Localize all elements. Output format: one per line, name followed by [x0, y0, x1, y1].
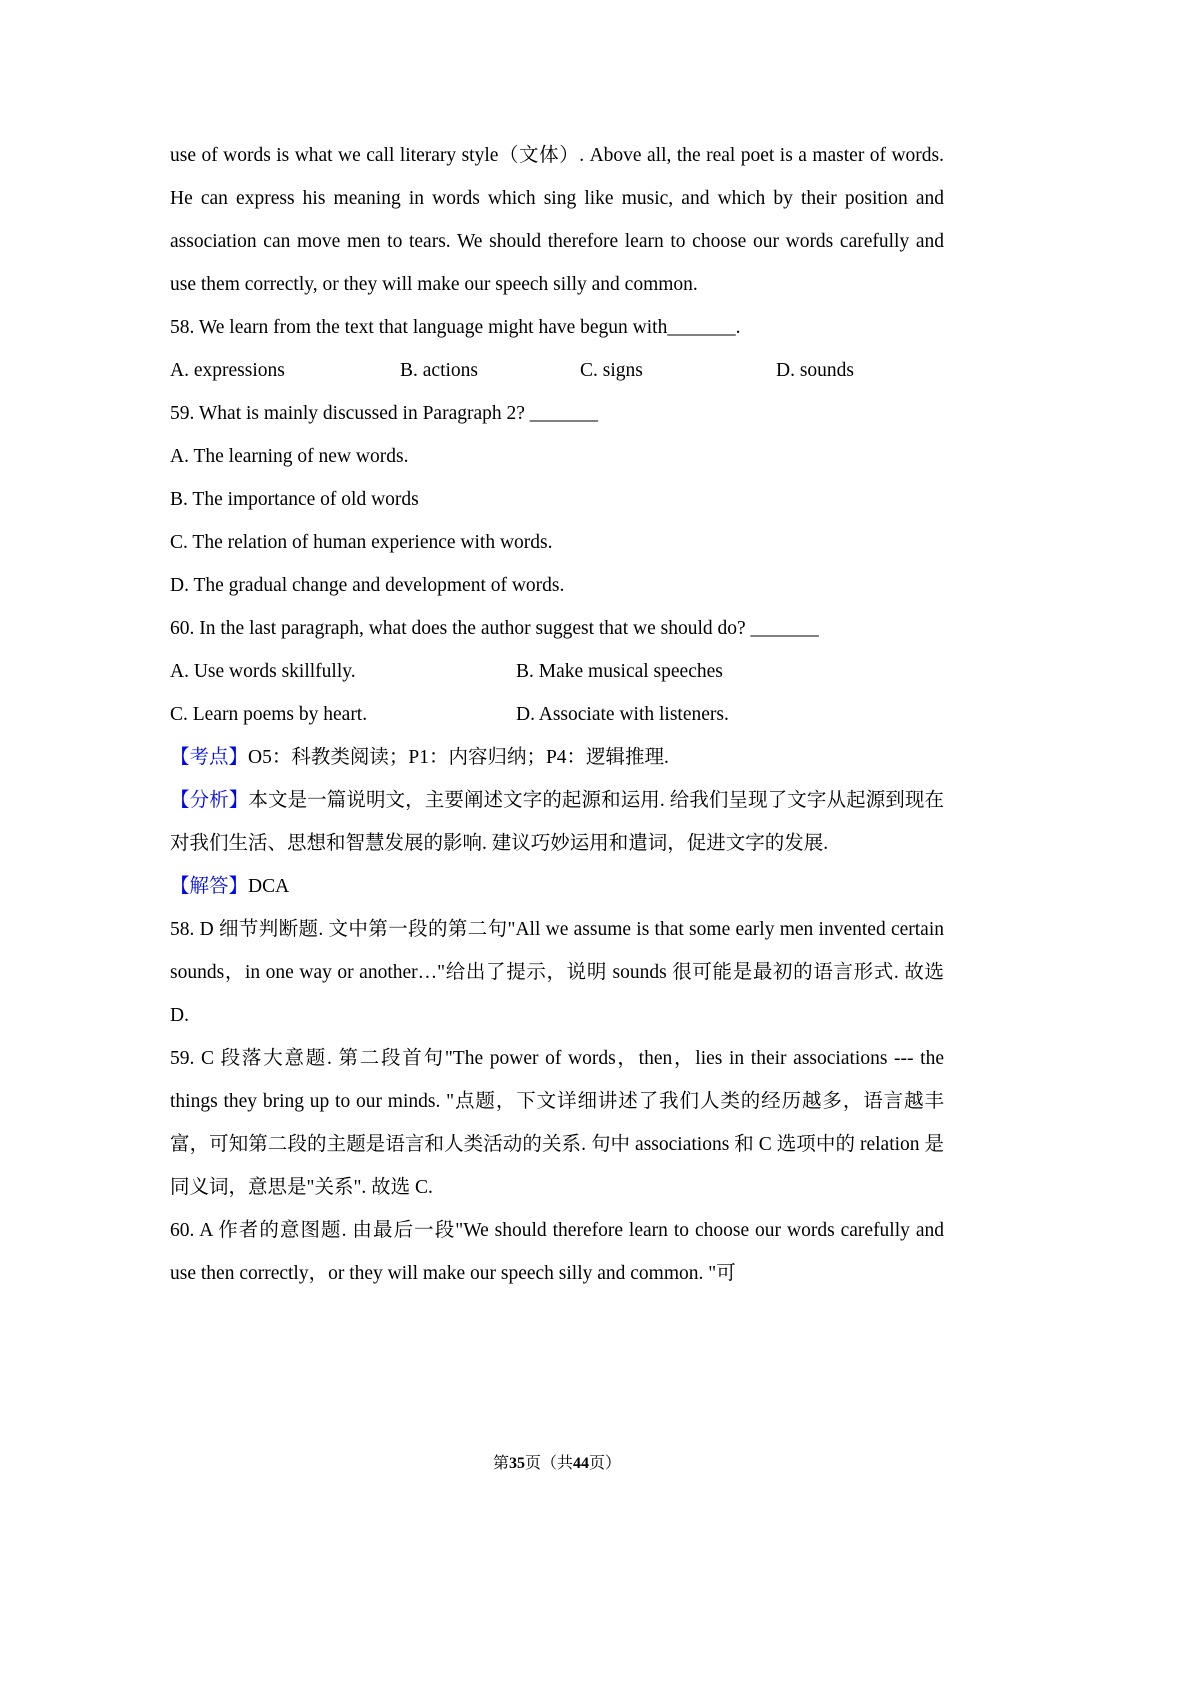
question-59-option-c: C. The relation of human experience with words.: [170, 532, 553, 553]
question-59-option-a: A. The learning of new words.: [170, 446, 409, 467]
exam-points-label: 【考点】: [170, 747, 249, 768]
answer-label: 【解答】: [170, 876, 249, 897]
analysis-text: 本文是一篇说明文，主要阐述文字的起源和运用. 给我们呈现了文字从起源到现在对我们生活、思想和智慧发展的影响. 建议巧妙运用和遣词，促进文字的发展.: [170, 790, 944, 854]
question-60-option-a: A. Use words skillfully.: [170, 661, 356, 682]
question-58-option-c: C. signs: [580, 360, 643, 381]
question-59: 59. What is mainly discussed in Paragraph 2? _______: [170, 403, 599, 424]
question-58: 58. We learn from the text that language might have begun with_______.: [170, 317, 741, 338]
explanation-58: 58. D 细节判断题. 文中第一段的第二句"All we assume is that some early men invented certain sounds，in one way or another…"给出了提示，说明 sounds 很可能是最初的语言形式. 故选 D.: [170, 919, 944, 1026]
question-60-options-row-1: [170, 650, 944, 693]
question-58-option-a: A. expressions: [170, 360, 285, 381]
question-58-option-b: B. actions: [400, 360, 478, 381]
question-59-option-d: D. The gradual change and development of words.: [170, 575, 565, 596]
footer-middle: 页（共: [524, 1455, 573, 1472]
question-58-option-d: D. sounds: [776, 360, 855, 381]
question-60: 60. In the last paragraph, what does the author suggest that we should do? _______: [170, 618, 819, 639]
analysis-label: 【分析】: [170, 790, 249, 811]
footer-total-pages: 44: [573, 1455, 589, 1472]
question-60-options-row-2: [170, 693, 944, 736]
analysis-paragraph: [170, 779, 944, 865]
question-58-options: [170, 349, 944, 392]
question-59-option-b: B. The importance of old words: [170, 489, 419, 510]
page-footer: [170, 1452, 944, 1476]
explanation-59: 59. C 段落大意题. 第二段首句"The power of words，then，lies in their associations --- the things they bring up to our minds. "点题，下文详细讲述了我们人类的经历越多，语言越丰富，可知第二段的主题是语言和人类活动的关系. 句中 associations 和 C 选项中的 relation 是同义词，意思是"关系". 故选 C.: [170, 1048, 944, 1198]
exam-points-line: [170, 736, 944, 779]
explanation-60: 60. A 作者的意图题. 由最后一段"We should therefore learn to choose our words carefully and use then correctly，or they will make our speech silly and common. "可: [170, 1220, 944, 1284]
exam-points-text: O5：科教类阅读；P1：内容归纳；P4：逻辑推理.: [248, 747, 669, 768]
question-60-option-b: B. Make musical speeches: [516, 661, 723, 682]
answer-line: [170, 865, 944, 908]
reading-passage-paragraph: use of words is what we call literary style（文体）. Above all, the real poet is a master of words. He can express his meaning in words which sing like music, and which by their position and association can move men to tears. We should therefore learn to choose our words carefully and use them correctly, or they will make our speech silly and common.: [170, 145, 944, 295]
footer-suffix: 页）: [589, 1455, 622, 1472]
question-60-option-d: D. Associate with listeners.: [516, 704, 729, 725]
answer-text: DCA: [248, 876, 290, 897]
page-content: [170, 134, 944, 1295]
question-60-option-c: C. Learn poems by heart.: [170, 704, 368, 725]
footer-prefix: 第: [492, 1455, 509, 1472]
footer-page-number: 35: [508, 1455, 525, 1472]
